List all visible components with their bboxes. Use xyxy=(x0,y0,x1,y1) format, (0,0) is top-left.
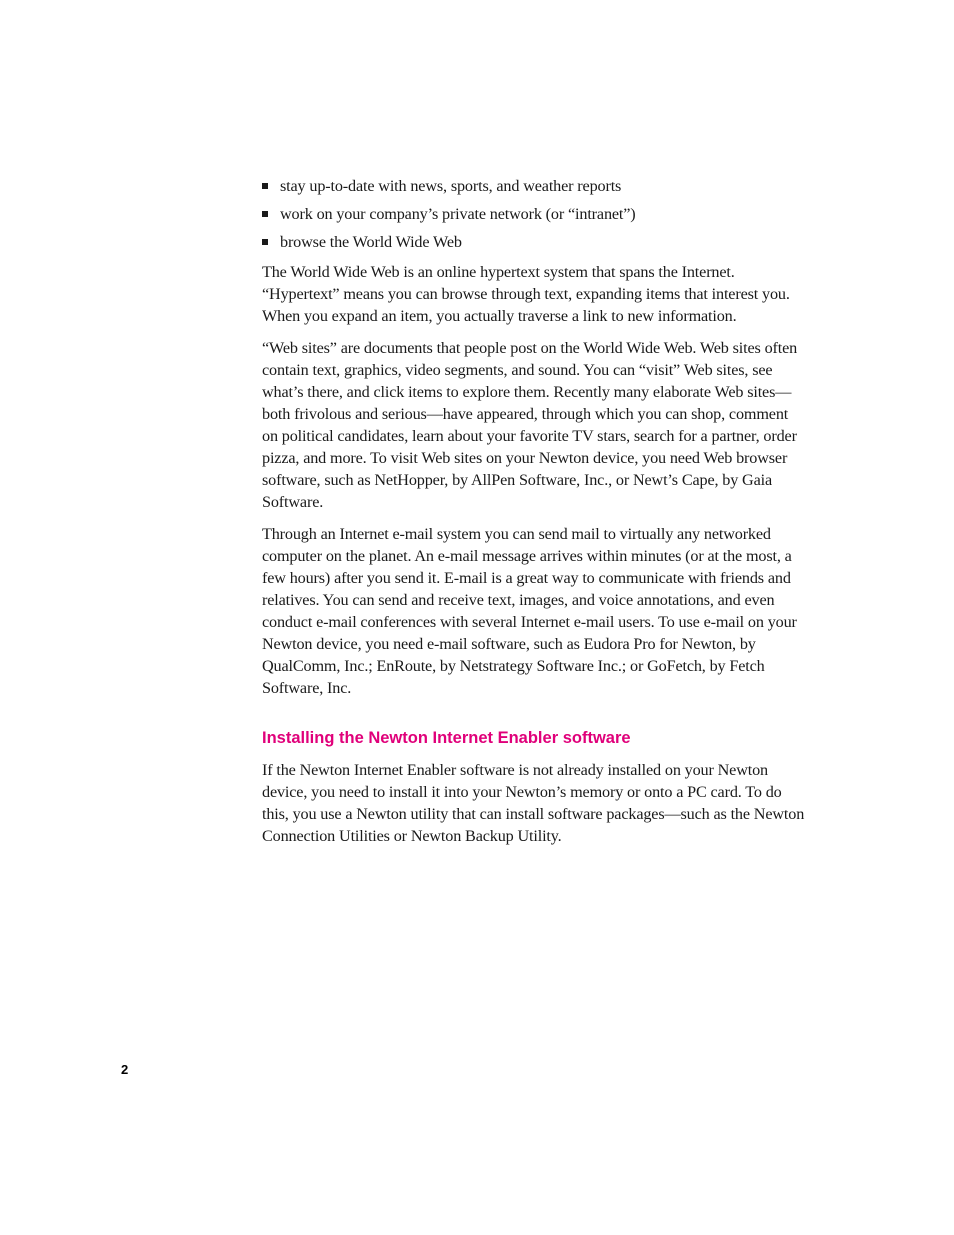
section-heading: Installing the Newton Internet Enabler software xyxy=(262,729,631,747)
www-paragraph: The World Wide Web is an online hypertext system that spans the Internet. “Hypertext” means you can browse through text, expanding items that interest you. When you expand an item, you actually traverse a link to new information. xyxy=(262,263,790,325)
page-number: 2 xyxy=(121,1062,129,1077)
feature-bullet-list xyxy=(262,175,807,253)
web-sites-paragraph: “Web sites” are documents that people post on the World Wide Web. Web sites often contain text, graphics, video segments, and sound. You can “visit” Web sites, see what’s there, and click items to explore them. Recently many elaborate Web sites—both frivolous and serious—have appeared, through which you can shop, comment on political candidates, learn about your favorite TV stars, search for a partner, order pizza, and more. To visit Web sites on your Newton device, you need Web browser software, such as NetHopper, by AllPen Software, Inc., or Newt’s Cape, by Gaia Software. xyxy=(262,339,798,511)
bullet-text: browse the World Wide Web xyxy=(280,233,462,251)
bullet-item xyxy=(262,231,807,253)
page-content xyxy=(262,175,807,857)
bullet-item xyxy=(262,203,807,225)
bullet-text: stay up-to-date with news, sports, and weather reports xyxy=(280,177,622,195)
install-paragraph: If the Newton Internet Enabler software is not already installed on your Newton device, you need to install it into your Newton’s memory or onto a PC card. To do this, you use a Newton utility that can install software packages—such as the Newton Connection Utilities or Newton Backup Utility. xyxy=(262,761,805,845)
bullet-item xyxy=(262,175,807,197)
square-bullet-icon xyxy=(262,211,268,217)
square-bullet-icon xyxy=(262,183,268,189)
bullet-text: work on your company’s private network (or “intranet”) xyxy=(280,205,636,223)
email-paragraph: Through an Internet e-mail system you can send mail to virtually any networked computer on the planet. An e-mail message arrives within minutes (or at the most, a few hours) after you send it. E-mail is a great way to communicate with friends and relatives. You can send and receive text, images, and voice annotations, and even conduct e-mail conferences with several Internet e-mail users. To use e-mail on your Newton device, you need e-mail software, such as Eudora Pro for Newton, by QualComm, Inc.; EnRoute, by Netstrategy Software Inc.; or GoFetch, by Fetch Software, Inc. xyxy=(262,525,797,697)
square-bullet-icon xyxy=(262,239,268,245)
